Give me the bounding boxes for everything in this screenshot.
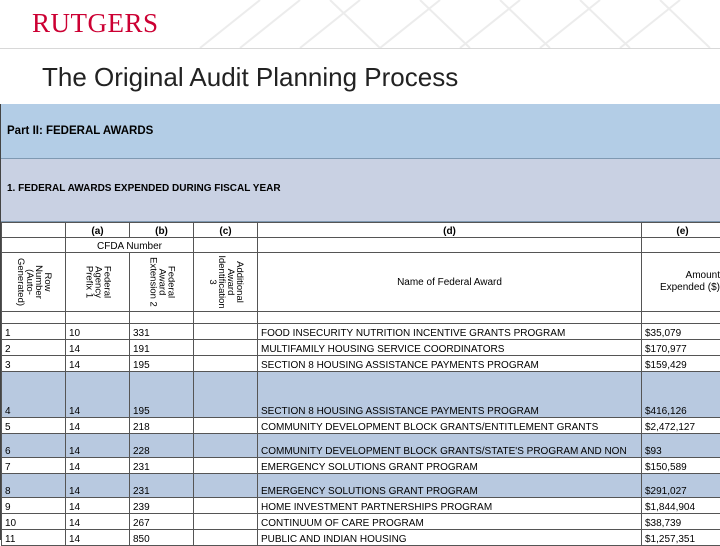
row-number-cell[interactable]: 1 bbox=[2, 324, 66, 340]
additional-id-cell[interactable] bbox=[194, 340, 258, 356]
additional-id-cell[interactable] bbox=[194, 514, 258, 530]
table-row bbox=[2, 458, 720, 474]
table-row bbox=[2, 372, 720, 418]
part-heading: Part II: FEDERAL AWARDS bbox=[7, 125, 153, 137]
table-row bbox=[2, 356, 720, 372]
award-name-cell[interactable]: HOME INVESTMENT PARTNERSHIPS PROGRAM bbox=[258, 498, 642, 514]
award-extension-cell[interactable]: 195 bbox=[130, 356, 194, 372]
agency-prefix-cell[interactable]: 14 bbox=[66, 418, 130, 434]
table-row bbox=[2, 340, 720, 356]
agency-prefix-cell[interactable]: 14 bbox=[66, 530, 130, 546]
column-letter-c: (c) bbox=[194, 223, 258, 238]
agency-prefix-cell[interactable]: 14 bbox=[66, 356, 130, 372]
row-number-cell[interactable]: 11 bbox=[2, 530, 66, 546]
row-number-cell[interactable]: 2 bbox=[2, 340, 66, 356]
table-row bbox=[2, 434, 720, 458]
agency-prefix-cell[interactable]: 14 bbox=[66, 498, 130, 514]
slide-title: The Original Audit Planning Process bbox=[42, 62, 458, 93]
column-letter-d: (d) bbox=[258, 223, 642, 238]
award-extension-cell[interactable]: 231 bbox=[130, 474, 194, 498]
additional-id-cell[interactable] bbox=[194, 474, 258, 498]
row-number-cell[interactable]: 3 bbox=[2, 356, 66, 372]
award-extension-cell[interactable]: 195 bbox=[130, 372, 194, 418]
part-heading-band bbox=[1, 104, 720, 159]
agency-prefix-cell[interactable]: 10 bbox=[66, 324, 130, 340]
agency-prefix-cell[interactable]: 14 bbox=[66, 340, 130, 356]
award-extension-cell[interactable]: 228 bbox=[130, 434, 194, 458]
additional-id-cell[interactable] bbox=[194, 434, 258, 458]
table-row bbox=[2, 474, 720, 498]
rutgers-logo: RUTGERS bbox=[32, 8, 159, 39]
amount-cell[interactable]: $159,429 bbox=[642, 356, 720, 372]
amount-cell[interactable]: $1,257,351 bbox=[642, 530, 720, 546]
agency-prefix-cell[interactable]: 14 bbox=[66, 458, 130, 474]
additional-id-cell[interactable] bbox=[194, 530, 258, 546]
agency-prefix-cell[interactable]: 14 bbox=[66, 474, 130, 498]
amount-cell[interactable]: $2,472,127 bbox=[642, 418, 720, 434]
amount-cell[interactable]: $38,739 bbox=[642, 514, 720, 530]
row-number-cell[interactable]: 5 bbox=[2, 418, 66, 434]
header-agency-prefix: Federal Agency Prefix 1 bbox=[66, 253, 130, 312]
row-number-cell[interactable]: 4 bbox=[2, 372, 66, 418]
additional-id-cell[interactable] bbox=[194, 458, 258, 474]
federal-awards-table bbox=[1, 222, 720, 546]
amount-cell[interactable]: $150,589 bbox=[642, 458, 720, 474]
row-number-cell[interactable]: 6 bbox=[2, 434, 66, 458]
amount-cell[interactable]: $93 bbox=[642, 434, 720, 458]
award-name-cell[interactable]: EMERGENCY SOLUTIONS GRANT PROGRAM bbox=[258, 458, 642, 474]
column-letter-a: (a) bbox=[66, 223, 130, 238]
award-extension-cell[interactable]: 331 bbox=[130, 324, 194, 340]
award-extension-cell[interactable]: 231 bbox=[130, 458, 194, 474]
award-extension-cell[interactable]: 239 bbox=[130, 498, 194, 514]
cfda-number-label: CFDA Number bbox=[66, 238, 194, 253]
additional-id-cell[interactable] bbox=[194, 324, 258, 340]
header-amount: Amount Expended ($) bbox=[642, 253, 720, 312]
column-letter-blank bbox=[2, 223, 66, 238]
award-rows bbox=[2, 324, 720, 546]
additional-id-cell[interactable] bbox=[194, 498, 258, 514]
header-additional-id: Additional Award Identification 3 bbox=[194, 253, 258, 312]
agency-prefix-cell[interactable]: 14 bbox=[66, 434, 130, 458]
spreadsheet-form bbox=[0, 104, 720, 540]
table-row bbox=[2, 498, 720, 514]
award-name-cell[interactable]: COMMUNITY DEVELOPMENT BLOCK GRANTS/ENTITLEMENT GRANTS bbox=[258, 418, 642, 434]
award-name-cell[interactable]: EMERGENCY SOLUTIONS GRANT PROGRAM bbox=[258, 474, 642, 498]
award-extension-cell[interactable]: 191 bbox=[130, 340, 194, 356]
amount-cell[interactable]: $416,126 bbox=[642, 372, 720, 418]
award-name-cell[interactable]: MULTIFAMILY HOUSING SERVICE COORDINATORS bbox=[258, 340, 642, 356]
amount-cell[interactable]: $170,977 bbox=[642, 340, 720, 356]
additional-id-cell[interactable] bbox=[194, 372, 258, 418]
amount-cell[interactable]: $1,844,904 bbox=[642, 498, 720, 514]
column-letters-row bbox=[2, 223, 720, 238]
row-number-cell[interactable]: 8 bbox=[2, 474, 66, 498]
award-extension-cell[interactable]: 218 bbox=[130, 418, 194, 434]
row-number-cell[interactable]: 9 bbox=[2, 498, 66, 514]
section-heading-band bbox=[1, 159, 720, 222]
award-extension-cell[interactable]: 850 bbox=[130, 530, 194, 546]
award-name-cell[interactable]: SECTION 8 HOUSING ASSISTANCE PAYMENTS PROGRAM bbox=[258, 372, 642, 418]
table-row bbox=[2, 418, 720, 434]
cfda-label-row bbox=[2, 238, 720, 253]
header-row-number: Row Number (Auto-Generated) bbox=[2, 253, 66, 312]
award-name-cell[interactable]: SECTION 8 HOUSING ASSISTANCE PAYMENTS PROGRAM bbox=[258, 356, 642, 372]
row-number-cell[interactable]: 7 bbox=[2, 458, 66, 474]
header-award-extension: Federal Award Extension 2 bbox=[130, 253, 194, 312]
column-letter-b: (b) bbox=[130, 223, 194, 238]
agency-prefix-cell[interactable]: 14 bbox=[66, 514, 130, 530]
award-name-cell[interactable]: COMMUNITY DEVELOPMENT BLOCK GRANTS/STATE'S PROGRAM AND NON bbox=[258, 434, 642, 458]
additional-id-cell[interactable] bbox=[194, 356, 258, 372]
header-spacer-row bbox=[2, 312, 720, 324]
column-letter-e: (e) bbox=[642, 223, 720, 238]
table-row bbox=[2, 514, 720, 530]
header-award-name: Name of Federal Award bbox=[258, 253, 642, 312]
amount-cell[interactable]: $35,079 bbox=[642, 324, 720, 340]
row-number-cell[interactable]: 10 bbox=[2, 514, 66, 530]
slide-header bbox=[0, 0, 720, 49]
award-name-cell[interactable]: FOOD INSECURITY NUTRITION INCENTIVE GRANTS PROGRAM bbox=[258, 324, 642, 340]
award-name-cell[interactable]: CONTINUUM OF CARE PROGRAM bbox=[258, 514, 642, 530]
award-name-cell[interactable]: PUBLIC AND INDIAN HOUSING bbox=[258, 530, 642, 546]
section-heading: 1. FEDERAL AWARDS EXPENDED DURING FISCAL YEAR bbox=[7, 183, 281, 194]
amount-cell[interactable]: $291,027 bbox=[642, 474, 720, 498]
table-row bbox=[2, 324, 720, 340]
agency-prefix-cell[interactable]: 14 bbox=[66, 372, 130, 418]
table-row bbox=[2, 530, 720, 546]
award-extension-cell[interactable]: 267 bbox=[130, 514, 194, 530]
column-header-row bbox=[2, 253, 720, 312]
additional-id-cell[interactable] bbox=[194, 418, 258, 434]
